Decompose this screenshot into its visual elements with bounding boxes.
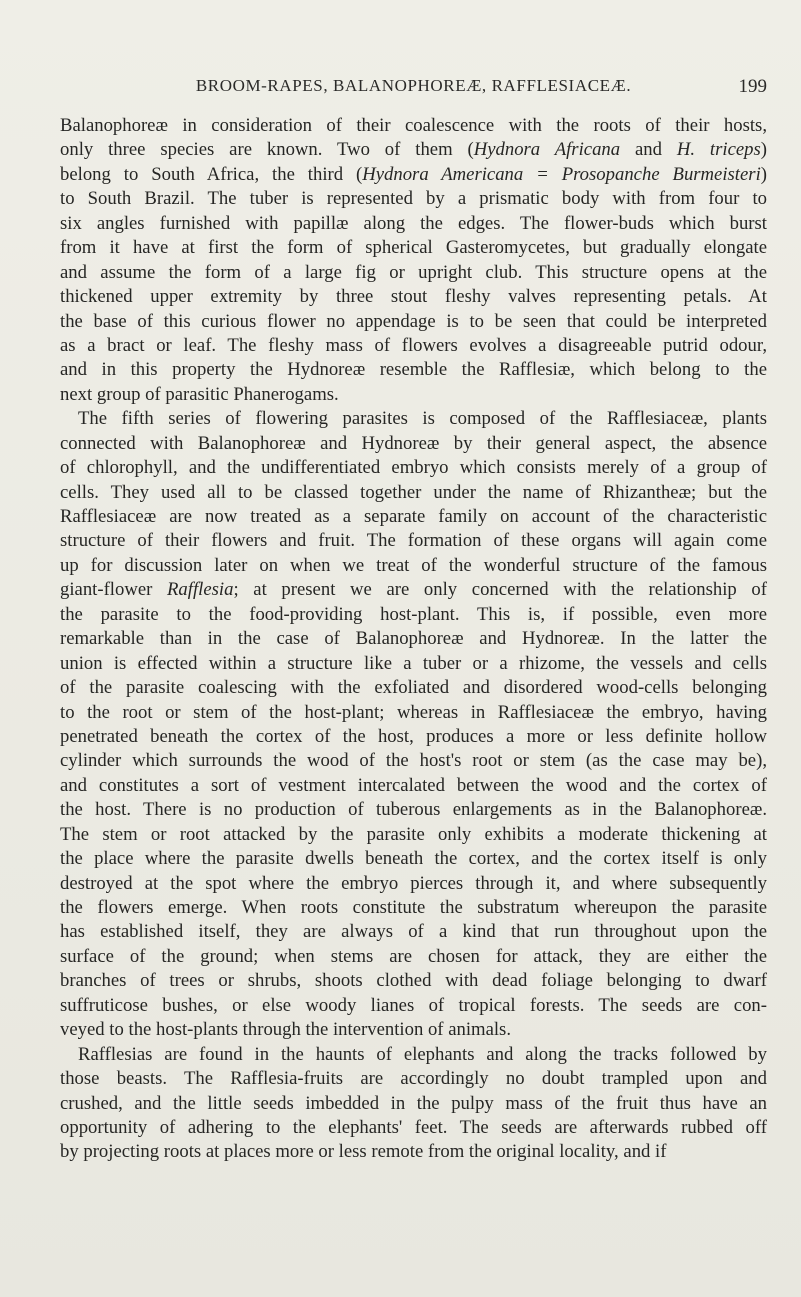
text-run: ; at present we are only concerned with the relationship of	[233, 579, 767, 601]
text-line	[60, 578, 767, 602]
text-run: thickened upper extremity by three stout fleshy valves representing petals. At	[60, 286, 767, 308]
text-line	[60, 749, 767, 773]
text-run: giant-flower	[60, 579, 168, 601]
text-run: the place where the parasite dwells beneath the cortex, and the cortex itself is only	[60, 848, 767, 870]
text-run: destroyed at the spot where the embryo pierces through it, and where subsequently	[60, 872, 767, 894]
text-run: branches of trees or shrubs, shoots clothed with dead foliage belonging to dwarf	[60, 970, 767, 992]
text-run: Rafflesias are found in the haunts of elephants and along the tracks followed by	[78, 1043, 767, 1065]
text-run: remarkable than in the case of Balanophoreæ and Hydnoreæ. In the latter the	[60, 628, 767, 650]
text-line	[60, 358, 767, 382]
italic-text: H. triceps	[676, 139, 761, 161]
text-run: from it have at first the form of spherical Gasteromycetes, but gradually elongate	[60, 237, 767, 259]
text-run: crushed, and the little seeds imbedded in the pulpy mass of the fruit thus have an	[60, 1092, 767, 1114]
text-line	[60, 1140, 767, 1164]
text-line	[60, 872, 767, 896]
text-run: of chlorophyll, and the undifferentiated embryo which consists merely of a group of	[60, 457, 767, 479]
paragraph	[60, 407, 767, 1042]
text-line	[60, 945, 767, 969]
text-run: those beasts. The Rafflesia-fruits are accordingly no doubt trampled upon and	[60, 1068, 767, 1090]
text-run: six angles furnished with papillæ along the edges. The flower-buds which burst	[60, 212, 767, 234]
running-title: BROOM-RAPES, BALANOPHOREÆ, RAFFLESIACEÆ.	[195, 76, 632, 95]
text-line	[60, 456, 767, 480]
text-run: next group of parasitic Phanerogams.	[60, 383, 339, 405]
text-line	[60, 1092, 767, 1116]
text-line	[60, 774, 767, 798]
text-run: the flowers emerge. When roots constitute the substratum whereupon the parasite	[60, 897, 767, 918]
text-line	[60, 1067, 767, 1091]
text-line	[60, 261, 767, 285]
text-line	[60, 652, 767, 676]
text-line	[60, 383, 767, 407]
text-line	[60, 187, 767, 211]
text-run: penetrated beneath the cortex of the host, produces a more or less definite hollow	[60, 725, 767, 747]
text-run: has established itself, they are always of a kind that run throughout upon the	[60, 921, 767, 943]
text-run: and constitutes a sort of vestment intercalated between the wood and the cortex of	[60, 774, 767, 796]
text-line	[60, 896, 767, 920]
text-line	[60, 334, 767, 358]
text-run: cells. They used all to be classed together under the name of Rhizantheæ; but the	[60, 481, 767, 503]
text-run: of the parasite coalescing with the exfoliated and disordered wood-cells belonging	[60, 677, 767, 699]
text-run: to South Brazil. The tuber is represented by a prismatic body with from four to	[60, 188, 767, 210]
text-run: the base of this curious flower no appendage is to be seen that could be interpreted	[60, 310, 767, 332]
text-line	[60, 554, 767, 578]
italic-text: Rafflesia	[167, 579, 234, 601]
text-run: only three species are known. Two of them (	[60, 139, 474, 161]
italic-text: Hydnora Africana	[473, 139, 621, 161]
text-line	[60, 481, 767, 505]
text-line	[60, 529, 767, 553]
text-line	[60, 138, 767, 162]
text-line	[60, 847, 767, 871]
text-run: suffruticose bushes, or else woody lianes of tropical forests. The seeds are con-	[60, 994, 767, 1016]
text-run: The stem or root attacked by the parasite only exhibits a moderate thickening at	[60, 823, 767, 845]
text-line	[60, 236, 767, 260]
text-line	[60, 285, 767, 309]
page-number: 199	[738, 76, 767, 97]
text-run: the parasite to the food-providing host-plant. This is, if possible, even more	[60, 603, 767, 625]
text-run: The fifth series of flowering parasites is composed of the Rafflesiaceæ, plants	[78, 408, 767, 430]
text-run: and	[620, 139, 677, 161]
text-line	[60, 798, 767, 822]
text-line	[60, 701, 767, 725]
text-line	[60, 1116, 767, 1140]
text-line	[60, 920, 767, 944]
body-text	[60, 114, 767, 1165]
text-run: structure of their flowers and fruit. The formation of these organs will again come	[60, 530, 767, 552]
text-run: connected with Balanophoreæ and Hydnoreæ by their general aspect, the absence	[60, 432, 767, 454]
text-run: as a bract or leaf. The fleshy mass of flowers evolves a disagreeable putrid odour,	[60, 334, 767, 356]
text-run: up for discussion later on when we treat of the wonderful structure of the famous	[60, 554, 767, 576]
text-line	[60, 114, 767, 138]
paragraph	[60, 1043, 767, 1165]
text-run: Balanophoreæ in consideration of their coalescence with the roots of their hosts,	[60, 115, 767, 136]
text-run: and in this property the Hydnoreæ resemble the Rafflesiæ, which belong to the	[60, 359, 767, 381]
text-run: surface of the ground; when stems are chosen for attack, they are either the	[60, 945, 767, 967]
text-line	[60, 725, 767, 749]
text-run: Rafflesiaceæ are now treated as a separate family on account of the characteristic	[60, 506, 767, 527]
text-line	[60, 212, 767, 236]
text-run: and assume the form of a large fig or upright club. This structure opens at the	[60, 261, 767, 283]
text-line	[60, 969, 767, 993]
text-line	[60, 823, 767, 847]
text-run: belong to South Africa, the third (	[60, 163, 363, 185]
text-line	[60, 163, 767, 187]
text-run: cylinder which surrounds the wood of the host's root or stem (as the case may be),	[60, 750, 767, 772]
text-run: )	[760, 139, 768, 161]
running-head	[60, 76, 767, 106]
text-line	[60, 505, 767, 529]
text-run: to the root or stem of the host-plant; whereas in Rafflesiaceæ the embryo, having	[60, 701, 767, 723]
text-run: by projecting roots at places more or less remote from the original locality, and if	[60, 1141, 667, 1163]
text-line	[60, 432, 767, 456]
text-line	[60, 603, 767, 627]
italic-text: Hydnora Americana = Prosopanche Burmeisteri	[362, 163, 761, 185]
text-run: veyed to the host-plants through the intervention of animals.	[60, 1019, 512, 1041]
text-line	[60, 994, 767, 1018]
text-line	[60, 310, 767, 334]
text-run: union is effected within a structure like a tuber or a rhizome, the vessels and cells	[60, 652, 767, 674]
text-run: opportunity of adhering to the elephants' feet. The seeds are afterwards rubbed off	[60, 1116, 767, 1138]
text-line	[60, 1043, 767, 1067]
text-line	[60, 407, 767, 431]
text-run: )	[760, 163, 767, 185]
text-line	[60, 676, 767, 700]
text-line	[60, 1018, 767, 1042]
text-line	[60, 627, 767, 651]
paragraph	[60, 114, 767, 407]
text-run: the host. There is no production of tuberous enlargements as in the Balanophoreæ.	[60, 799, 767, 821]
